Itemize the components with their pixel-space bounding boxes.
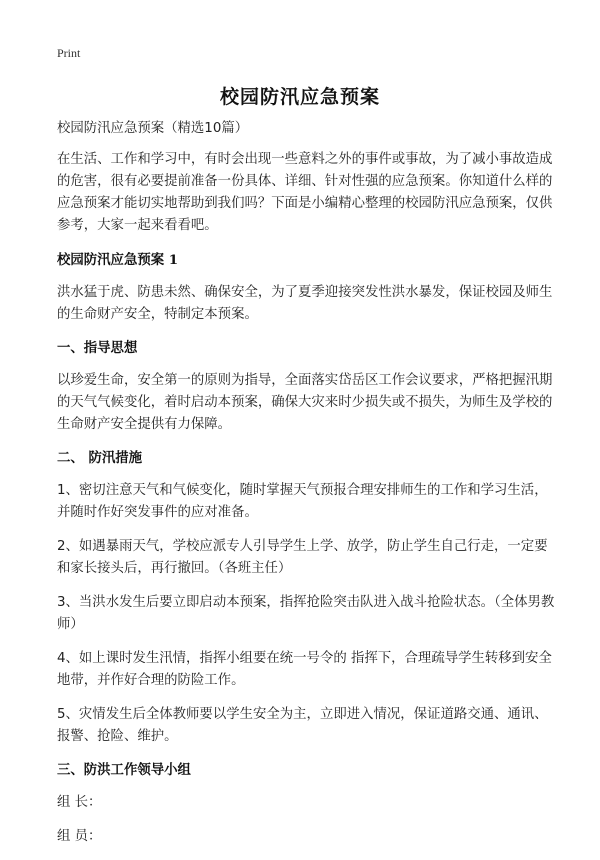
measure-item-2: 2、如遇暴雨天气，学校应派专人引导学生上学、放学，防止学生自己行走，一定要和家长接头后，再行撤回。（各班主任） [57, 539, 548, 576]
document-body [57, 118, 557, 860]
page-title: 校园防汛应急预案 [219, 86, 380, 108]
guiding-principle-paragraph: 以珍爱生命，安全第一的原则为指导，全面落实岱岳区工作会议要求，严格把握汛期的天气气候变化，着时启动本预案，确保大灾来时少损失或不损失，为师生及学校的生命财产安全提供有力保障。 [57, 373, 553, 432]
section-heading-number: 1 [168, 252, 179, 268]
leader-label: 组 长： [57, 795, 102, 810]
measure-item-4: 4、如上课时发生汛情，指挥小组要在统一号令的 指挥下，合理疏导学生转移到安全地带，并作好合理的防险工作。 [57, 651, 552, 688]
section-heading [57, 249, 557, 272]
heading-leadership-group: 三、防洪工作领导小组 [57, 763, 191, 778]
intro-paragraph: 在生活、工作和学习中，有时会出现一些意料之外的事件或事故，为了减小事故造成的危害，很有必要提前准备一份具体、详细、针对性强的应急预案。你知道什么样的应急预案才能切实地帮助到我们吗？下面是小编精心整理的校园防汛应急预案，仅供参考，大家一起来看看吧。 [57, 152, 553, 233]
print-link[interactable]: Print [57, 46, 81, 60]
measure-item-1: 1、密切注意天气和气候变化，随时掌握天气预报合理安排师生的工作和学习生活，并随时作好突发事件的应对准备。 [57, 483, 548, 520]
section-heading-text: 校园防汛应急预案 [57, 253, 165, 268]
measure-item-5: 5、灾情发生后全体教师要以学生安全为主，立即进入情况，保证道路交通、通讯、报警、抢险、维护。 [57, 707, 548, 744]
member-label: 组 员： [57, 829, 102, 844]
heading-flood-measures: 二、 防汛措施 [57, 451, 143, 466]
heading-guiding-principle: 一、指导思想 [57, 341, 138, 356]
document-subtitle: 校园防汛应急预案（精选10篇） [57, 121, 249, 136]
measure-item-3: 3、当洪水发生后要立即启动本预案，指挥抢险突击队进入战斗抢险状态。（全体男教师） [57, 595, 555, 632]
section-intro-paragraph: 洪水猛于虎、防患未然、确保安全，为了夏季迎接突发性洪水暴发，保证校园及师生的生命财产安全，特制定本预案。 [57, 285, 553, 322]
